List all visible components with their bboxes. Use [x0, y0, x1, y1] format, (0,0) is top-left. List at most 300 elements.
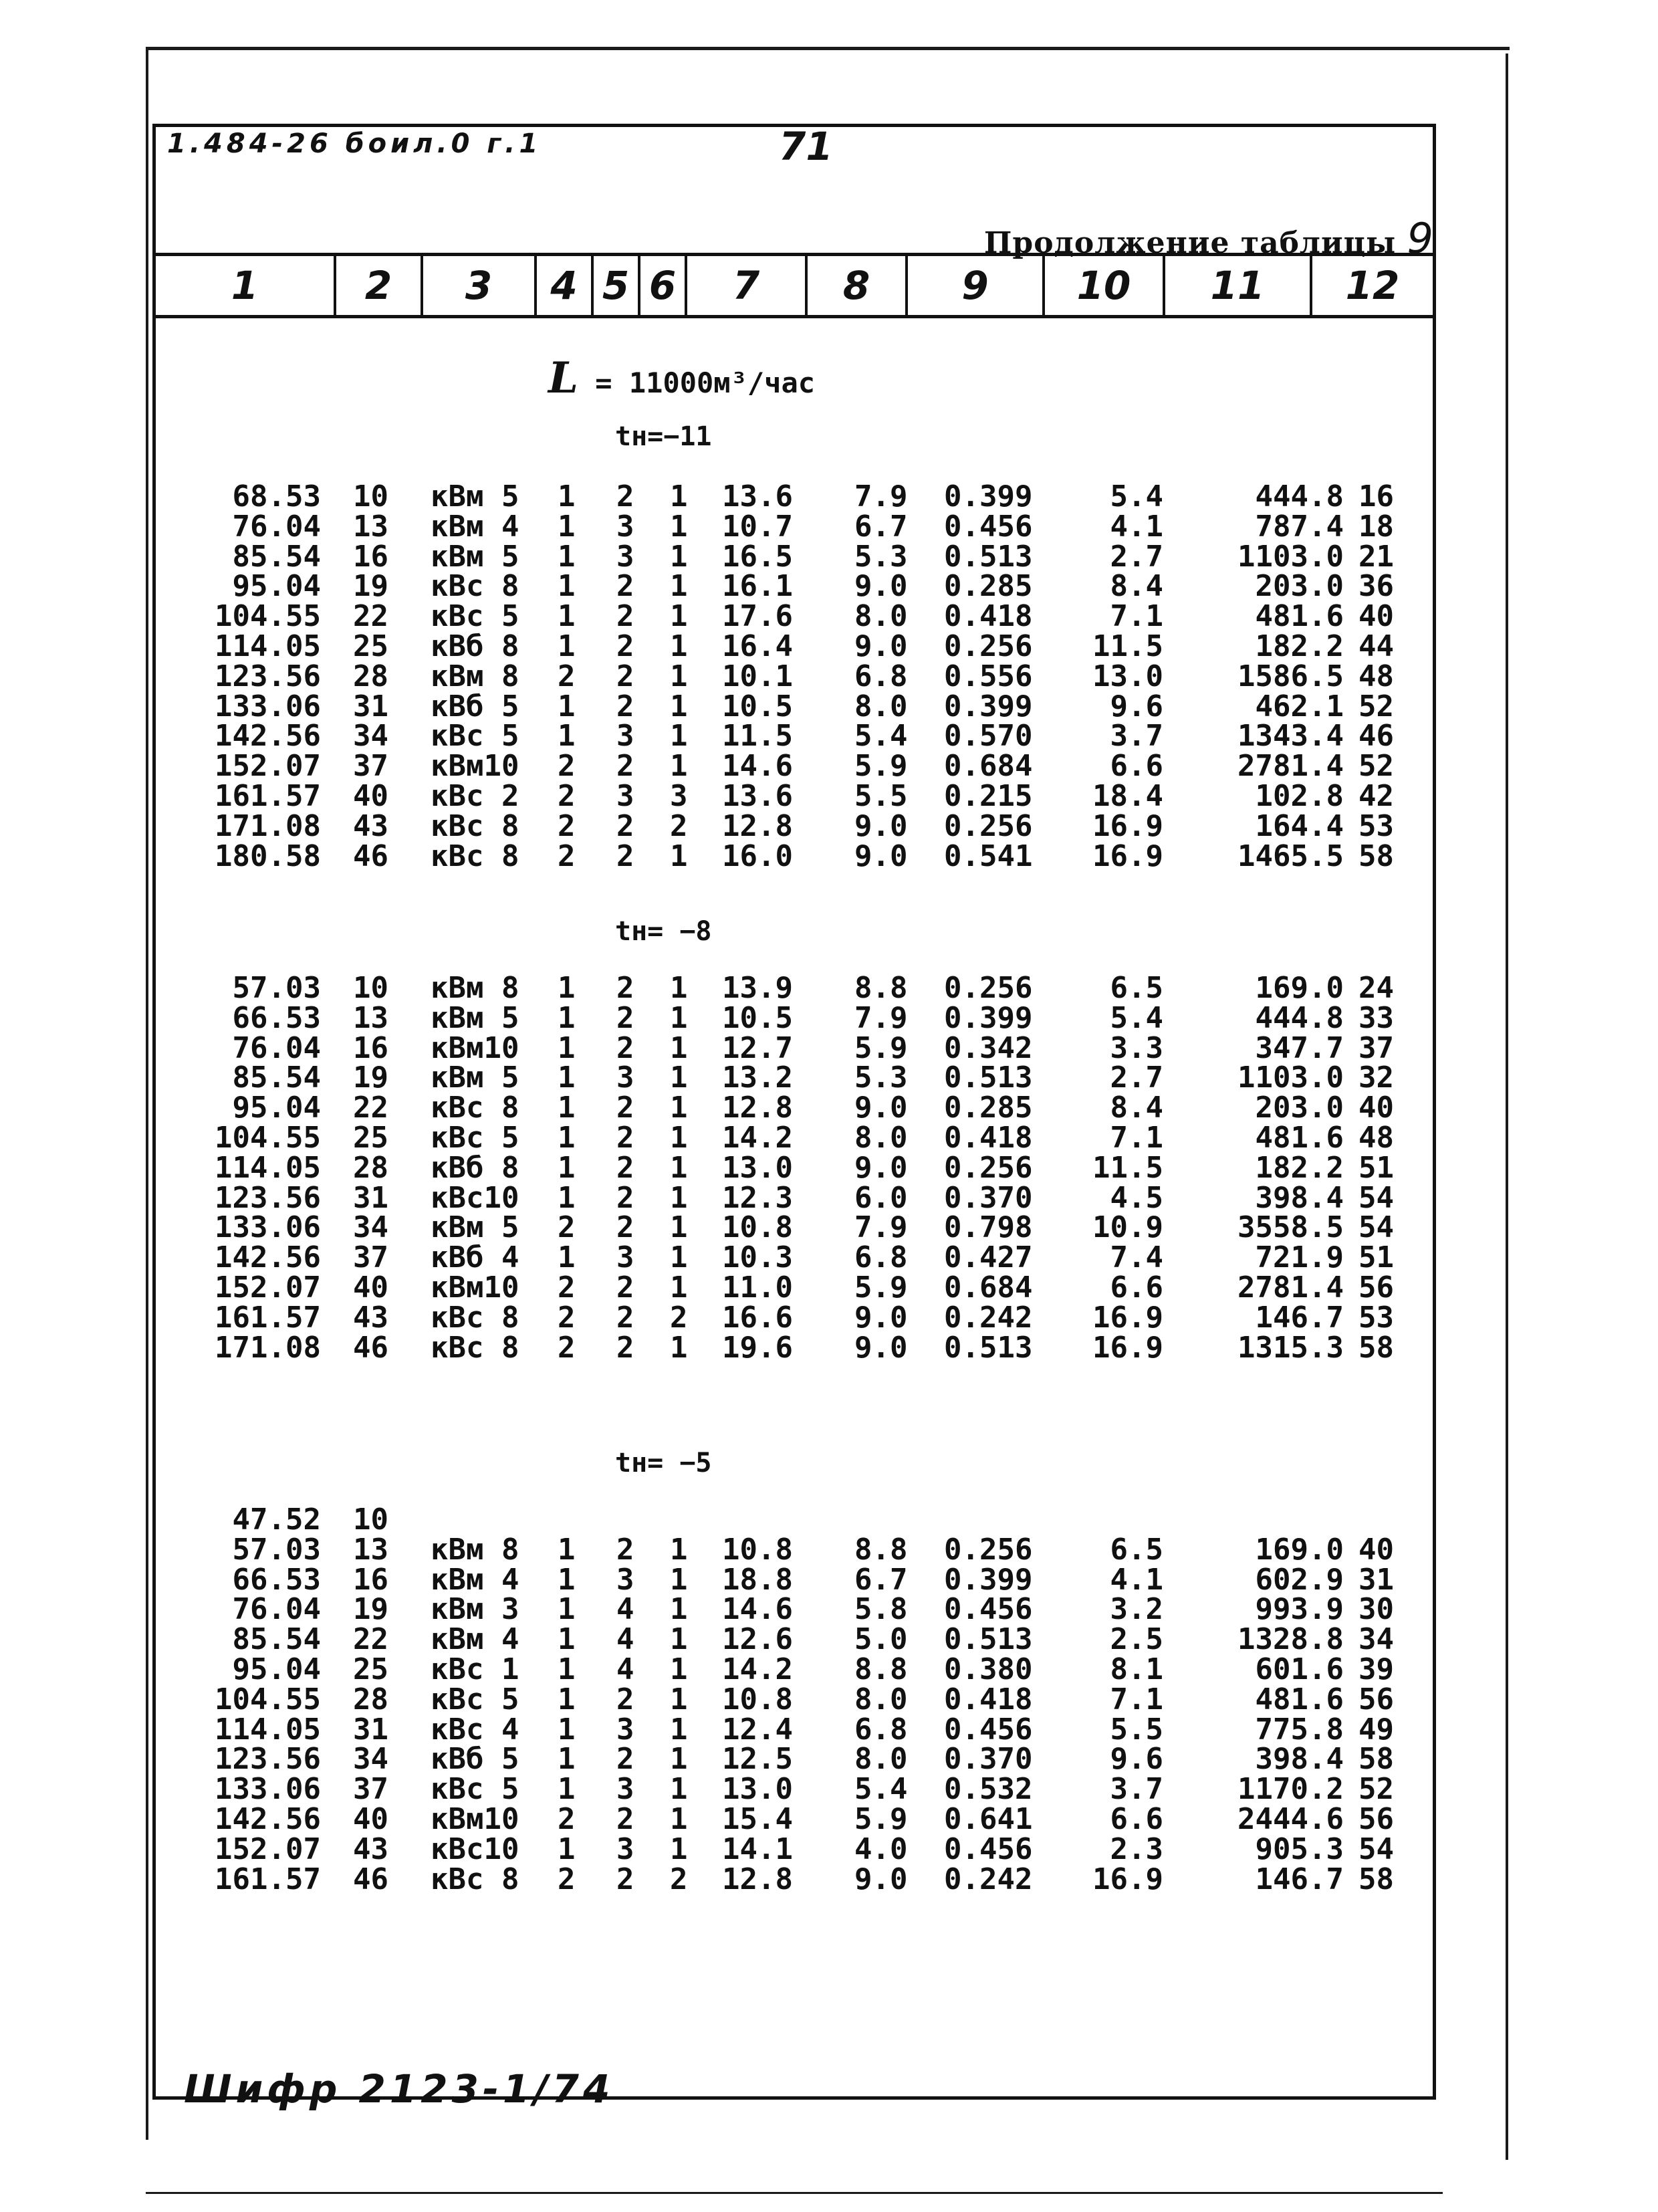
table-cell: 76.04 — [232, 509, 321, 544]
table-row — [0, 1774, 1658, 1805]
column-header: 1 — [156, 256, 336, 315]
table-row — [0, 1654, 1658, 1685]
table-cell: 5.9 — [854, 749, 908, 784]
table-cell: 52 — [1358, 1772, 1394, 1807]
table-cell: 1 — [670, 1121, 688, 1155]
table-cell: 9.0 — [854, 839, 908, 873]
table-cell: 4.1 — [1110, 1562, 1163, 1597]
table-row — [0, 1505, 1658, 1535]
table-cell: 34 — [353, 1210, 388, 1245]
table-cell: 164.4 — [1255, 808, 1344, 843]
table-cell: 6.8 — [854, 659, 908, 693]
table-cell: 58 — [1358, 839, 1394, 873]
table-cell: 2 — [558, 839, 576, 873]
table-cell: 123.56 — [215, 659, 321, 693]
table-cell: 1 — [670, 1240, 688, 1275]
table-cell: 142.56 — [215, 719, 321, 754]
table-cell: 1 — [670, 599, 688, 634]
table-cell: 142.56 — [215, 1240, 321, 1275]
table-cell: 37 — [353, 1772, 388, 1807]
table-row — [0, 1532, 1658, 1567]
table-cell: кВс 5 — [431, 1682, 519, 1717]
table-cell: 133.06 — [215, 1772, 321, 1807]
table-cell: 398.4 — [1255, 1742, 1344, 1777]
table-cell: 85.54 — [232, 1061, 321, 1095]
table-cell: 1 — [558, 971, 576, 1005]
table-cell: 0.418 — [944, 1121, 1033, 1155]
table-cell: 3 — [616, 779, 634, 813]
table-cell: 114.05 — [215, 629, 321, 663]
table-cell: кВс 2 — [431, 779, 519, 813]
table-cell: 49 — [1358, 1712, 1394, 1747]
table-cell: 2 — [616, 1030, 634, 1065]
table-cell: 0.215 — [944, 779, 1033, 813]
table-row — [0, 1804, 1658, 1835]
table-cell: 2 — [558, 659, 576, 693]
table-cell: кВс 1 — [431, 1652, 519, 1686]
table-cell: 46 — [353, 1862, 388, 1896]
table-cell: 12.6 — [722, 1622, 793, 1657]
table-cell: 3 — [616, 1712, 634, 1747]
table-cell: 25 — [353, 1121, 388, 1155]
continuation-label: Продолжение таблицы — [983, 226, 1397, 260]
table-cell: 2 — [558, 1330, 576, 1365]
table-cell: 8.0 — [854, 689, 908, 724]
table-cell: 10 — [353, 479, 388, 514]
table-row — [0, 481, 1658, 512]
table-cell: 347.7 — [1255, 1030, 1344, 1065]
table-cell: 0.342 — [944, 1030, 1033, 1065]
table-cell: 2 — [616, 1210, 634, 1245]
table-cell: 8.0 — [854, 1742, 908, 1777]
table-cell: 2 — [616, 1742, 634, 1777]
table-cell: 2.7 — [1110, 1061, 1163, 1095]
table-cell: 161.57 — [215, 779, 321, 813]
table-cell: 1 — [670, 689, 688, 724]
column-header: 8 — [808, 256, 908, 315]
table-cell: кВб 5 — [431, 689, 519, 724]
table-cell: 40 — [353, 779, 388, 813]
table-cell: кВс 8 — [431, 1091, 519, 1125]
table-cell: 1 — [670, 719, 688, 754]
table-cell: 146.7 — [1255, 1862, 1344, 1896]
table-cell: 21 — [1358, 539, 1394, 574]
table-cell: кВс 5 — [431, 1772, 519, 1807]
table-cell: 0.798 — [944, 1210, 1033, 1245]
table-cell: 182.2 — [1255, 629, 1344, 663]
airflow-symbol: L — [548, 353, 578, 403]
table-cell: кВм10 — [431, 1030, 519, 1065]
table-cell: 6.6 — [1110, 1270, 1163, 1305]
table-cell: 16 — [353, 1030, 388, 1065]
table-cell: 0.570 — [944, 719, 1033, 754]
table-cell: 1 — [558, 719, 576, 754]
table-cell: 1 — [670, 1682, 688, 1717]
table-cell: 1 — [670, 1000, 688, 1035]
table-cell: 123.56 — [215, 1180, 321, 1215]
table-cell: 16.9 — [1092, 1300, 1163, 1335]
table-cell: 22 — [353, 1091, 388, 1125]
table-cell: кВм10 — [431, 749, 519, 784]
table-cell: 1 — [670, 1652, 688, 1686]
table-cell: 0.256 — [944, 629, 1033, 663]
table-cell: 34 — [1358, 1622, 1394, 1657]
table-cell: 43 — [353, 1832, 388, 1866]
table-cell: 9.0 — [854, 569, 908, 604]
table-cell: 104.55 — [215, 599, 321, 634]
table-cell: 203.0 — [1255, 569, 1344, 604]
table-cell: 1 — [670, 1210, 688, 1245]
table-cell: 5.9 — [854, 1802, 908, 1836]
table-cell: 133.06 — [215, 1210, 321, 1245]
table-cell: 8.4 — [1110, 1091, 1163, 1125]
table-cell: 161.57 — [215, 1862, 321, 1896]
table-cell: 11.0 — [722, 1270, 793, 1305]
table-cell: 37 — [1358, 1030, 1394, 1065]
table-cell: 2 — [616, 1150, 634, 1185]
table-cell: 1315.3 — [1237, 1330, 1344, 1365]
table-cell: кВб 8 — [431, 1150, 519, 1185]
page-number: 71 — [779, 124, 833, 169]
table-row — [0, 781, 1658, 812]
table-cell: 3 — [616, 1832, 634, 1866]
table-cell: 13.9 — [722, 971, 793, 1005]
table-cell: 4.5 — [1110, 1180, 1163, 1215]
table-cell: 0.684 — [944, 1270, 1033, 1305]
section-label: tн= −5 — [615, 1448, 712, 1478]
table-row — [0, 1212, 1658, 1243]
table-cell: 1 — [558, 599, 576, 634]
table-cell: 8.1 — [1110, 1652, 1163, 1686]
table-cell: 2 — [558, 779, 576, 813]
table-cell: 775.8 — [1255, 1712, 1344, 1747]
table-cell: 9.6 — [1110, 689, 1163, 724]
table-cell: 95.04 — [232, 569, 321, 604]
table-cell: кВс10 — [431, 1832, 519, 1866]
table-cell: 8.8 — [854, 971, 908, 1005]
table-cell: 6.5 — [1110, 971, 1163, 1005]
table-row — [0, 808, 1658, 843]
table-cell: кВм 4 — [431, 1622, 519, 1657]
table-cell: 3 — [616, 509, 634, 544]
table-cell: 3 — [616, 539, 634, 574]
table-cell: 2 — [616, 1532, 634, 1567]
table-cell: 2 — [670, 808, 688, 843]
table-cell: 601.6 — [1255, 1652, 1344, 1686]
table-cell: кВс 8 — [431, 839, 519, 873]
table-cell: 16.0 — [722, 839, 793, 873]
table-cell: 11.5 — [722, 719, 793, 754]
table-cell: 56 — [1358, 1682, 1394, 1717]
table-cell: 2781.4 — [1237, 1270, 1344, 1305]
table-cell: 54 — [1358, 1180, 1394, 1215]
table-cell: 2 — [616, 479, 634, 514]
table-cell: 1 — [558, 1180, 576, 1215]
table-cell: 13.6 — [722, 479, 793, 514]
table-cell: 142.56 — [215, 1802, 321, 1836]
table-cell: кВм 5 — [431, 1000, 519, 1035]
table-cell: 25 — [353, 629, 388, 663]
table-cell: 95.04 — [232, 1091, 321, 1125]
table-row — [0, 1864, 1658, 1895]
column-header: 6 — [640, 256, 687, 315]
table-cell: 9.0 — [854, 1300, 908, 1335]
table-cell: 1 — [558, 1121, 576, 1155]
table-cell: 1 — [670, 539, 688, 574]
table-cell: 1 — [670, 1270, 688, 1305]
column-header: 11 — [1165, 256, 1312, 315]
table-cell: 2 — [616, 1330, 634, 1365]
table-cell: 1 — [558, 1772, 576, 1807]
table-cell: 57.03 — [232, 971, 321, 1005]
table-cell: 16.9 — [1092, 1862, 1163, 1896]
table-cell: 51 — [1358, 1240, 1394, 1275]
section-label: tн=−11 — [615, 421, 712, 452]
table-cell: 0.513 — [944, 1330, 1033, 1365]
table-cell: 0.242 — [944, 1862, 1033, 1896]
table-cell: 7.9 — [854, 479, 908, 514]
table-cell: 5.9 — [854, 1270, 908, 1305]
table-cell: 5.0 — [854, 1622, 908, 1657]
table-cell: 2 — [558, 1862, 576, 1896]
outer-border-bottom — [146, 2192, 1443, 2194]
table-cell: 1 — [670, 1562, 688, 1597]
table-cell: 10.1 — [722, 659, 793, 693]
table-cell: 0.399 — [944, 479, 1033, 514]
table-cell: 31 — [353, 1180, 388, 1215]
table-cell: кВм 4 — [431, 1562, 519, 1597]
table-cell: 1 — [558, 1150, 576, 1185]
column-header-row — [156, 253, 1433, 318]
table-cell: 1103.0 — [1237, 1061, 1344, 1095]
table-row — [0, 539, 1658, 574]
table-cell: 9.0 — [854, 1862, 908, 1896]
table-cell: 169.0 — [1255, 971, 1344, 1005]
table-cell: 2 — [616, 629, 634, 663]
table-cell: 51 — [1358, 1150, 1394, 1185]
column-header: 2 — [336, 256, 423, 315]
table-cell: 34 — [353, 1742, 388, 1777]
table-cell: кВс 5 — [431, 719, 519, 754]
table-cell: 1 — [670, 1802, 688, 1836]
table-cell: 7.1 — [1110, 1121, 1163, 1155]
table-row — [0, 1180, 1658, 1215]
table-cell: 3.3 — [1110, 1030, 1163, 1065]
table-cell: 1 — [670, 1061, 688, 1095]
table-cell: 1 — [670, 1091, 688, 1125]
table-cell: кВб 4 — [431, 1240, 519, 1275]
table-row — [0, 973, 1658, 1004]
table-cell: 4 — [616, 1592, 634, 1627]
table-cell: 104.55 — [215, 1121, 321, 1155]
table-cell: 54 — [1358, 1210, 1394, 1245]
table-cell: 114.05 — [215, 1150, 321, 1185]
table-cell: 4.0 — [854, 1832, 908, 1866]
table-cell: 0.256 — [944, 971, 1033, 1005]
table-cell: 1 — [558, 509, 576, 544]
table-cell: 5.4 — [854, 1772, 908, 1807]
table-cell: 1 — [670, 1832, 688, 1866]
table-cell: 1 — [558, 1832, 576, 1866]
table-cell: 5.3 — [854, 1061, 908, 1095]
table-cell: 7.1 — [1110, 1682, 1163, 1717]
table-cell: 28 — [353, 1682, 388, 1717]
table-row — [0, 601, 1658, 632]
table-cell: 9.0 — [854, 1091, 908, 1125]
table-cell: 787.4 — [1255, 509, 1344, 544]
table-cell: 40 — [353, 1270, 388, 1305]
table-cell: 11.5 — [1092, 1150, 1163, 1185]
table-cell: 905.3 — [1255, 1832, 1344, 1866]
table-cell: 2 — [616, 1180, 634, 1215]
table-cell: 1 — [558, 1742, 576, 1777]
table-row — [0, 1594, 1658, 1625]
document-code: 1.484-26 боил.0 г.1 — [167, 128, 542, 159]
table-cell: 19.6 — [722, 1330, 793, 1365]
table-cell: 16.4 — [722, 629, 793, 663]
table-row — [0, 1030, 1658, 1065]
table-cell: кВс 4 — [431, 1712, 519, 1747]
table-cell: 8.4 — [1110, 569, 1163, 604]
table-cell: 18.8 — [722, 1562, 793, 1597]
table-cell: 32 — [1358, 1061, 1394, 1095]
table-cell: 602.9 — [1255, 1562, 1344, 1597]
table-cell: 0.456 — [944, 509, 1033, 544]
table-cell: 4 — [616, 1652, 634, 1686]
table-cell: 171.08 — [215, 808, 321, 843]
table-cell: 85.54 — [232, 539, 321, 574]
table-cell: кВм 5 — [431, 539, 519, 574]
table-cell: 481.6 — [1255, 1121, 1344, 1155]
table-cell: 54 — [1358, 1832, 1394, 1866]
table-row — [0, 1300, 1658, 1335]
table-cell: 9.6 — [1110, 1742, 1163, 1777]
table-cell: кВм 5 — [431, 1061, 519, 1095]
table-cell: 6.7 — [854, 1562, 908, 1597]
table-cell: 2 — [616, 1682, 634, 1717]
table-cell: кВм 4 — [431, 509, 519, 544]
table-cell: 1 — [670, 1532, 688, 1567]
table-cell: 40 — [1358, 599, 1394, 634]
table-cell: кВс 8 — [431, 569, 519, 604]
table-cell: 0.399 — [944, 1562, 1033, 1597]
table-cell: 2 — [616, 1862, 634, 1896]
table-cell: 40 — [1358, 1532, 1394, 1567]
table-cell: 1 — [670, 971, 688, 1005]
table-cell: 1 — [670, 479, 688, 514]
table-cell: 10.8 — [722, 1210, 793, 1245]
table-cell: 6.0 — [854, 1180, 908, 1215]
table-cell: 2 — [616, 1270, 634, 1305]
table-row — [0, 571, 1658, 602]
table-cell: 14.2 — [722, 1121, 793, 1155]
table-cell: кВм 8 — [431, 659, 519, 693]
table-cell: 6.8 — [854, 1712, 908, 1747]
outer-border-top — [146, 47, 1510, 50]
column-header: 7 — [687, 256, 808, 315]
table-cell: 7.9 — [854, 1210, 908, 1245]
table-cell: 2.3 — [1110, 1832, 1163, 1866]
table-cell: 19 — [353, 1061, 388, 1095]
table-cell: 30 — [1358, 1592, 1394, 1627]
table-cell: 12.8 — [722, 1091, 793, 1125]
table-cell: 15.4 — [722, 1802, 793, 1836]
table-row — [0, 1330, 1658, 1365]
table-cell: 39 — [1358, 1652, 1394, 1686]
table-row — [0, 1744, 1658, 1775]
table-cell: 114.05 — [215, 1712, 321, 1747]
table-cell: 481.6 — [1255, 599, 1344, 634]
table-cell: 3558.5 — [1237, 1210, 1344, 1245]
table-cell: 34 — [353, 719, 388, 754]
table-cell: 43 — [353, 808, 388, 843]
table-cell: кВс 5 — [431, 599, 519, 634]
table-cell: 2 — [616, 1000, 634, 1035]
table-row — [0, 721, 1658, 752]
table-cell: 8.0 — [854, 1682, 908, 1717]
table-cell: 46 — [353, 1330, 388, 1365]
table-cell: 0.256 — [944, 1532, 1033, 1567]
table-number: 9 — [1407, 214, 1434, 263]
table-cell: 1 — [670, 1180, 688, 1215]
table-cell: 9.0 — [854, 808, 908, 843]
table-cell: 1 — [558, 1682, 576, 1717]
table-cell: 1 — [670, 839, 688, 873]
table-cell: 8.8 — [854, 1652, 908, 1686]
column-header: 10 — [1045, 256, 1165, 315]
table-cell: 1 — [558, 1091, 576, 1125]
table-cell: 1 — [670, 509, 688, 544]
table-cell: 0.456 — [944, 1832, 1033, 1866]
table-cell: 2444.6 — [1237, 1802, 1344, 1836]
table-cell: кВб 8 — [431, 629, 519, 663]
table-cell: 19 — [353, 1592, 388, 1627]
table-cell: 2 — [616, 1121, 634, 1155]
table-cell: 13 — [353, 509, 388, 544]
table-row — [0, 1150, 1658, 1185]
table-cell: 3.7 — [1110, 1772, 1163, 1807]
table-cell: 16.6 — [722, 1300, 793, 1335]
table-cell: 16 — [353, 539, 388, 574]
table-cell: 18.4 — [1092, 779, 1163, 813]
table-cell: 123.56 — [215, 1742, 321, 1777]
table-cell: 85.54 — [232, 1622, 321, 1657]
table-cell: 152.07 — [215, 1832, 321, 1866]
table-cell: 0.513 — [944, 1061, 1033, 1095]
table-cell: 12.5 — [722, 1742, 793, 1777]
table-cell: 1 — [558, 1532, 576, 1567]
table-cell: 12.3 — [722, 1180, 793, 1215]
table-cell: 0.532 — [944, 1772, 1033, 1807]
table-cell: 1328.8 — [1237, 1622, 1344, 1657]
table-cell: 3 — [616, 1772, 634, 1807]
table-cell: 1 — [558, 1061, 576, 1095]
table-cell: 5.4 — [854, 719, 908, 754]
table-cell: 146.7 — [1255, 1300, 1344, 1335]
table-row — [0, 1063, 1658, 1093]
table-cell: 17.6 — [722, 599, 793, 634]
table-cell: 48 — [1358, 659, 1394, 693]
table-cell: 46 — [1358, 719, 1394, 754]
table-cell: 0.285 — [944, 1091, 1033, 1125]
table-cell: 2 — [616, 1091, 634, 1125]
table-cell: 0.513 — [944, 1622, 1033, 1657]
table-cell: кВм 8 — [431, 1532, 519, 1567]
table-cell: кВм 5 — [431, 1210, 519, 1245]
table-cell: 44 — [1358, 629, 1394, 663]
table-cell: 28 — [353, 1150, 388, 1185]
table-cell: 2 — [558, 808, 576, 843]
